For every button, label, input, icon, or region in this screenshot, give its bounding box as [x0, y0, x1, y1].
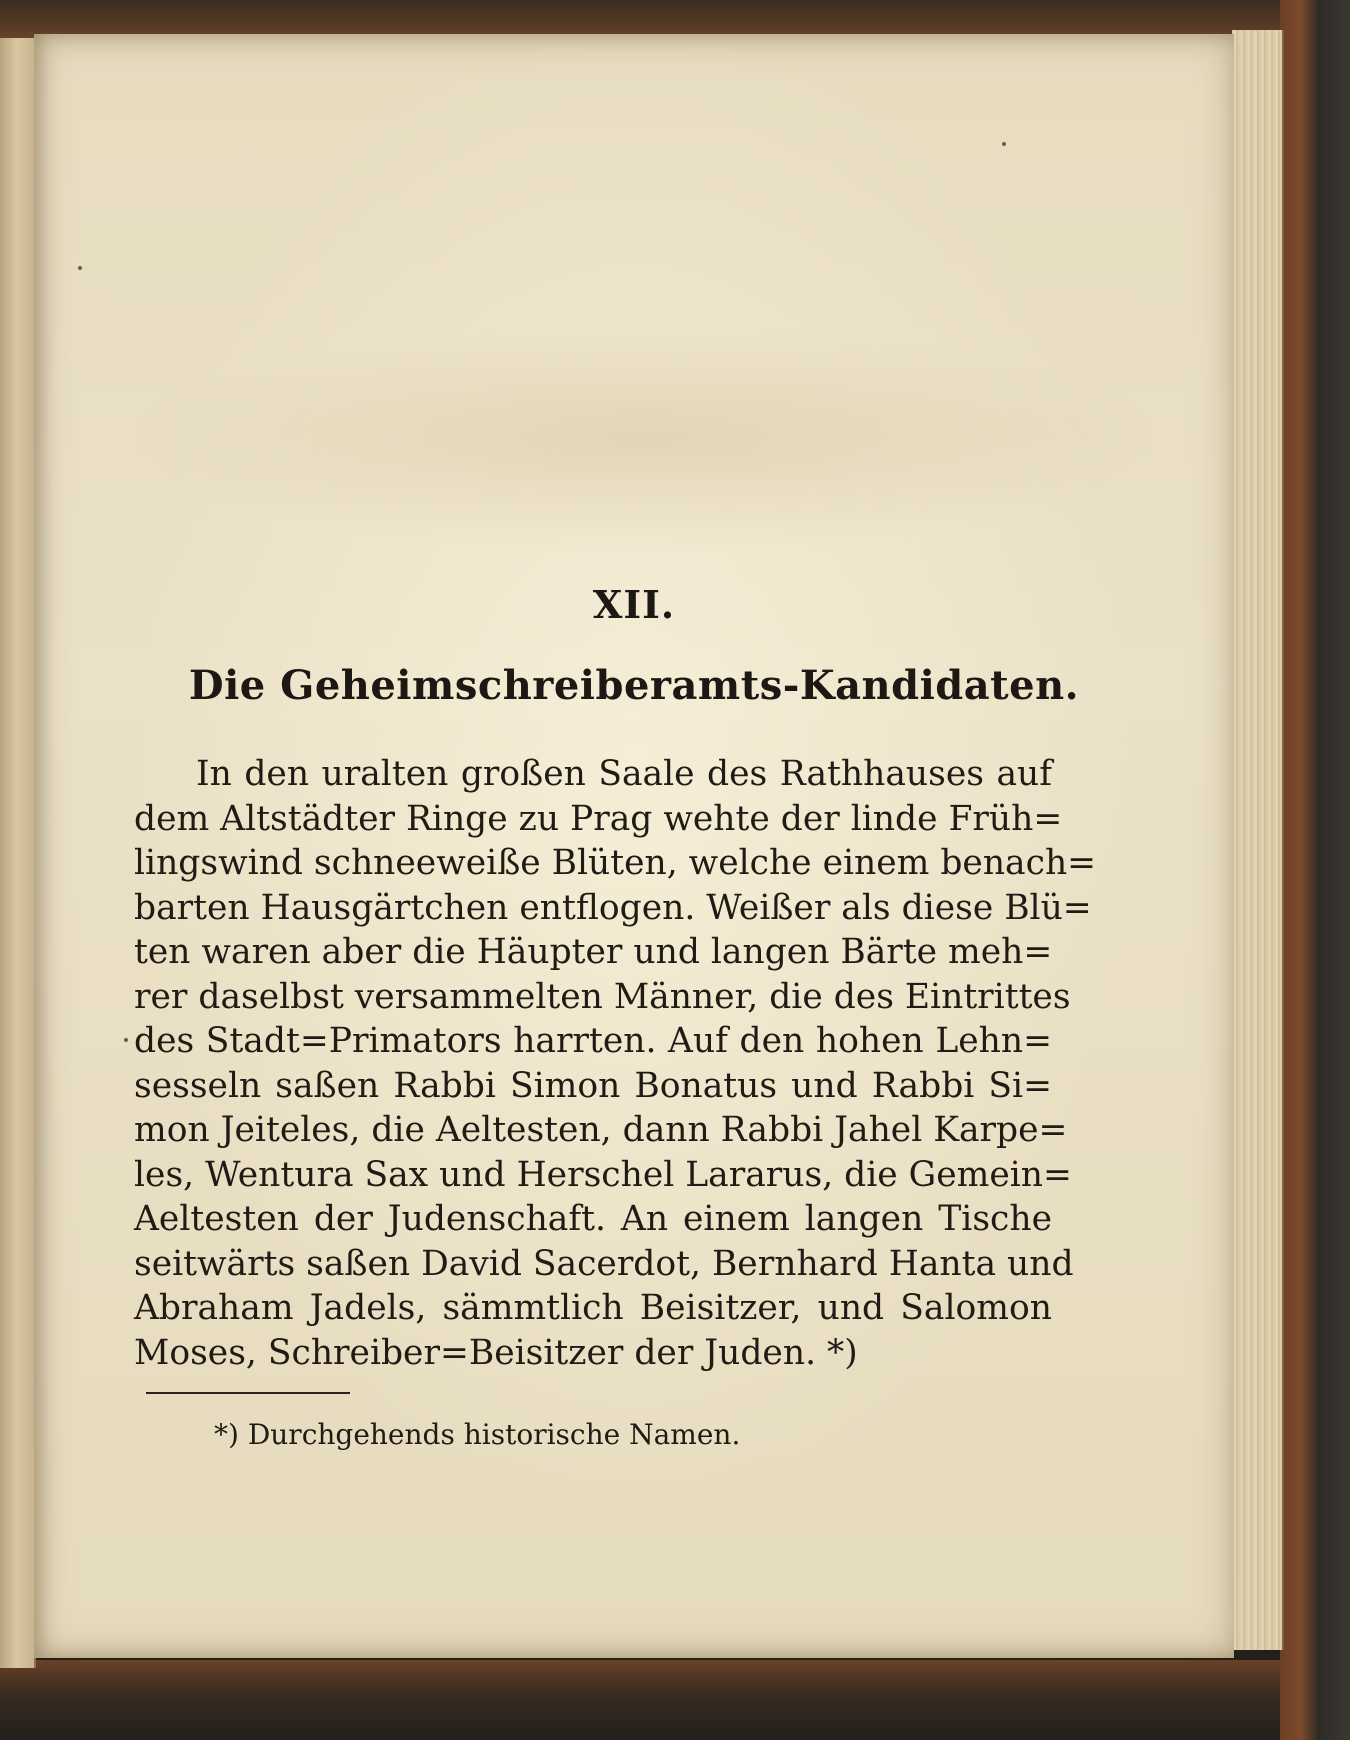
book-page — [34, 34, 1234, 1658]
text-line: des Stadt=Primators harrten. Auf den hohen Lehn= — [134, 1021, 1052, 1061]
paper-speck — [1002, 142, 1006, 146]
chapter-title: Die Geheimschreiberamts-Kandidaten. — [188, 662, 1080, 709]
text-line: les, Wentura Sax und Herschel Lararus, die Gemein= — [134, 1154, 1072, 1195]
facing-page-edge — [0, 38, 36, 1668]
chapter-number: XII. — [592, 582, 676, 627]
paper-speck — [78, 266, 82, 270]
text-line: Moses, Schreiber=Beisitzer der Juden. *) — [134, 1332, 858, 1373]
text-line: seitwärts saßen David Sacerdot, Bernhard Hanta und — [134, 1243, 1074, 1284]
text-line: In den uralten großen Saale des Rathhauses auf — [196, 754, 1052, 794]
book-cover-right-edge — [1280, 0, 1350, 1740]
text-line: barten Hausgärtchen entflogen. Weißer als diese Blü= — [134, 887, 1092, 928]
text-line: Aeltesten der Judenschaft. An einem langen Tische — [134, 1199, 1052, 1239]
paper-speck — [124, 1038, 128, 1042]
text-line: mon Jeiteles, die Aeltesten, dann Rabbi Jahel Karpe= — [134, 1110, 1068, 1150]
text-line: lingswind schneeweiße Blüten, welche einem benach= — [134, 843, 1097, 883]
text-line: dem Altstädter Ringe zu Prag wehte der linde Früh= — [134, 798, 1063, 839]
text-line: Abraham Jadels, sämmtlich Beisitzer, und Salomon — [134, 1288, 1052, 1328]
text-line: sesseln saßen Rabbi Simon Bonatus und Rabbi Si= — [134, 1065, 1052, 1106]
text-line: rer daselbst versammelten Männer, die des Eintrittes — [134, 976, 1071, 1017]
paper-stain — [124, 324, 1164, 554]
body-paragraph — [134, 752, 1097, 1375]
text-line: ten waren aber die Häupter und langen Bärte meh= — [134, 932, 1053, 972]
page-stack-edge — [1232, 30, 1284, 1650]
book-cover-bottom-edge — [0, 1660, 1350, 1740]
footnote-divider — [146, 1392, 350, 1394]
footnote: *) Durchgehends historische Namen. — [214, 1418, 741, 1451]
